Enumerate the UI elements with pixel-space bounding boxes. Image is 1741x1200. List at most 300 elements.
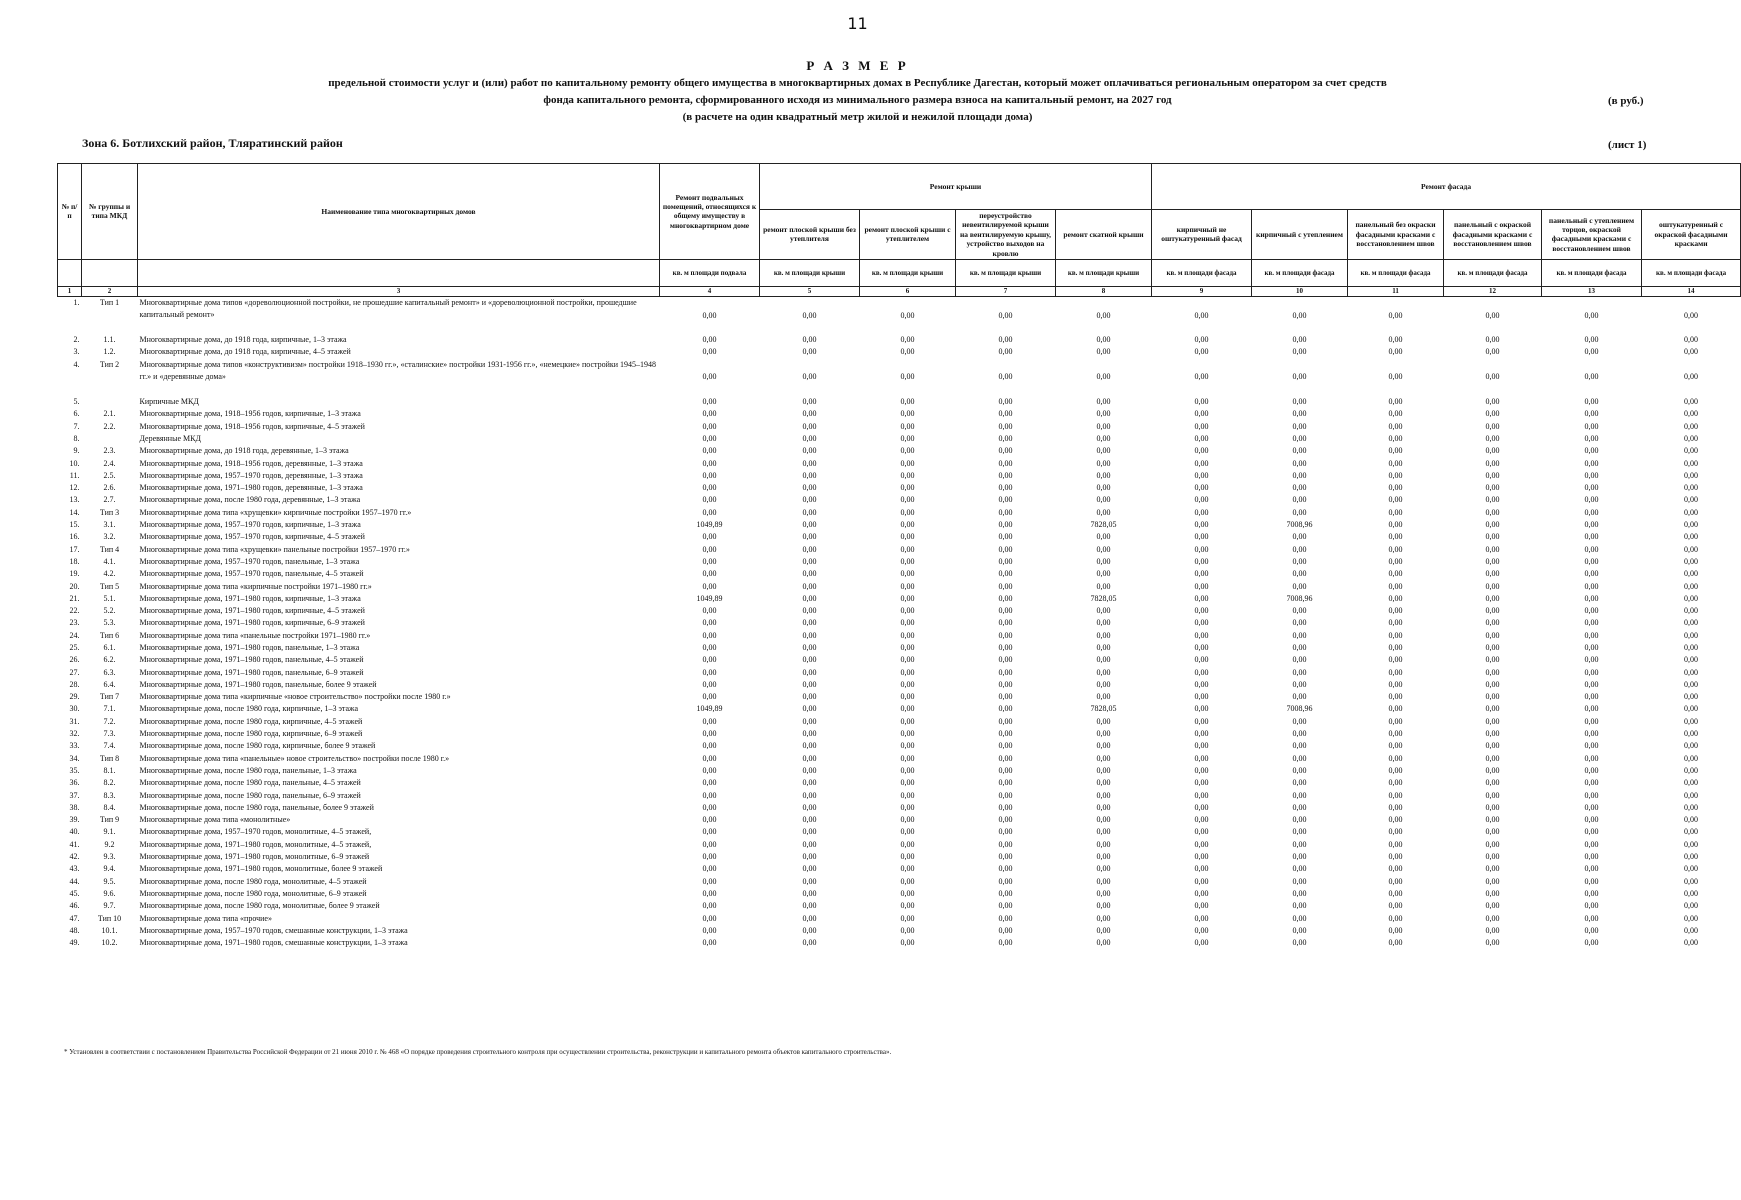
- row-group: [82, 433, 138, 445]
- value-cell: 0,00: [900, 815, 915, 825]
- header-c13: панельный с утеплением торцов, окраской фасадными красками с восстановлением швов: [1542, 210, 1642, 260]
- value-cell: 0,00: [1388, 913, 1403, 923]
- value-cell: 0,00: [802, 741, 817, 751]
- value-cell: 0,00: [1194, 913, 1209, 923]
- value-cell: 0,00: [1388, 421, 1403, 431]
- table-row: [58, 925, 1741, 937]
- value-cell: 0,00: [1485, 901, 1500, 911]
- value-cell: 0,00: [998, 520, 1013, 530]
- value-cell: 0,00: [702, 827, 717, 837]
- value-cell: 0,00: [1194, 593, 1209, 603]
- table-row: [58, 296, 1741, 322]
- value-cell: 0,00: [1485, 704, 1500, 714]
- row-group: 8.2.: [103, 778, 116, 788]
- value-cell: 0,00: [702, 925, 717, 935]
- row-number: 18.: [69, 556, 80, 566]
- value-cell: 0,00: [900, 483, 915, 493]
- table-row: [58, 482, 1741, 494]
- row-number: 38.: [69, 802, 80, 812]
- value-cell: 0,00: [1684, 347, 1699, 357]
- footnote: * Установлен в соответствии с постановлением Правительства Российской Федерации от 21 июня 2010 г. № 468 «О порядке проведения строительного контроля при осуществлении строительства, реконструкции и капитального ремонта объектов капитального строительства».: [64, 1048, 892, 1056]
- row-number: 15.: [69, 520, 80, 530]
- value-cell: 0,00: [998, 925, 1013, 935]
- value-cell: 0,00: [802, 409, 817, 419]
- value-cell: 0,00: [1292, 876, 1307, 886]
- value-cell: 0,00: [900, 765, 915, 775]
- value-cell: 0,00: [1485, 581, 1500, 591]
- value-cell: 0,00: [998, 888, 1013, 898]
- row-name: Многоквартирные дома, 1971–1980 годов, кирпичные, 4–5 этажей: [139, 606, 365, 616]
- spacer-cell: [58, 322, 1741, 334]
- value-cell: 0,00: [998, 643, 1013, 652]
- value-cell: 0,00: [1388, 901, 1403, 911]
- value-cell: 0,00: [1194, 901, 1209, 911]
- unit-cell: кв. м площади фасада: [1348, 259, 1444, 286]
- value-cell: 0,00: [998, 765, 1013, 775]
- value-cell: 0,00: [802, 446, 817, 456]
- value-cell: 0,00: [1485, 593, 1500, 603]
- value-cell: 0,00: [900, 507, 915, 517]
- value-cell: 0,00: [1388, 716, 1403, 726]
- value-cell: 0,00: [1584, 409, 1599, 419]
- value-cell: 0,00: [1584, 729, 1599, 739]
- value-cell: 0,00: [1096, 544, 1111, 554]
- value-cell: 0,00: [1584, 704, 1599, 714]
- value-cell: 0,00: [802, 470, 817, 480]
- value-cell: 0,00: [1096, 310, 1111, 320]
- value-cell: 0,00: [1096, 335, 1111, 345]
- row-number: 9.: [73, 446, 80, 456]
- row-group: 7.3.: [103, 729, 116, 739]
- value-cell: 0,00: [998, 630, 1013, 640]
- unit-cell: кв. м площади фасада: [1642, 259, 1741, 286]
- value-cell: 0,00: [1684, 655, 1699, 665]
- row-group: 9.6.: [103, 888, 116, 898]
- value-cell: 0,00: [1292, 643, 1307, 652]
- row-group: 7.4.: [103, 741, 116, 751]
- row-group: Тип 4: [99, 544, 120, 554]
- value-cell: 0,00: [1485, 790, 1500, 800]
- value-cell: 0,00: [998, 827, 1013, 837]
- value-cell: 0,00: [998, 753, 1013, 763]
- value-cell: 0,00: [1684, 643, 1699, 652]
- row-name: Многоквартирные дома, после 1980 года, монолитные, более 9 этажей: [139, 901, 380, 911]
- value-cell: 0,00: [1292, 421, 1307, 431]
- table-row: [58, 470, 1741, 482]
- row-group: 6.2.: [103, 655, 116, 665]
- header-c7: переустройство невентилируемой крыши на вентилируемую крышу, устройство выходов на кровлю: [956, 210, 1056, 260]
- value-cell: 0,00: [1485, 888, 1500, 898]
- value-cell: 0,00: [702, 765, 717, 775]
- value-cell: 0,00: [1684, 790, 1699, 800]
- value-cell: 0,00: [900, 778, 915, 788]
- value-cell: 0,00: [1096, 839, 1111, 849]
- row-name: Многоквартирные дома, после 1980 года, монолитные, 4–5 этажей: [139, 876, 367, 886]
- value-cell: 0,00: [1292, 753, 1307, 763]
- value-cell: 0,00: [1194, 765, 1209, 775]
- value-cell: 0,00: [1292, 618, 1307, 628]
- row-group: Тип 1: [99, 297, 120, 307]
- value-cell: 0,00: [1584, 643, 1599, 652]
- table-row: [58, 667, 1741, 679]
- column-number: 8: [1056, 286, 1152, 296]
- value-cell: 0,00: [1485, 397, 1500, 407]
- value-cell: 0,00: [1584, 765, 1599, 775]
- value-cell: 0,00: [702, 643, 717, 652]
- value-cell: 0,00: [1292, 556, 1307, 566]
- value-cell: 0,00: [900, 581, 915, 591]
- value-cell: 0,00: [998, 606, 1013, 616]
- value-cell: 0,00: [802, 606, 817, 616]
- row-group: Тип 8: [99, 753, 120, 763]
- value-cell: 0,00: [900, 630, 915, 640]
- value-cell: 0,00: [900, 606, 915, 616]
- table-row: [58, 876, 1741, 888]
- value-cell: 0,00: [1584, 310, 1599, 320]
- row-name: Кирпичные МКД: [139, 397, 199, 407]
- row-number: 31.: [69, 716, 80, 726]
- value-cell: 0,00: [1485, 507, 1500, 517]
- row-name: Многоквартирные дома, после 1980 года, панельные, 1–3 этажа: [139, 765, 357, 775]
- value-cell: 0,00: [702, 938, 717, 948]
- column-number: 3: [138, 286, 660, 296]
- value-cell: 0,00: [802, 532, 817, 542]
- value-cell: 0,00: [802, 679, 817, 689]
- header-c6: ремонт плоской крыши с утеплителем: [860, 210, 956, 260]
- value-cell: 0,00: [1096, 409, 1111, 419]
- value-cell: 0,00: [1096, 618, 1111, 628]
- value-cell: 0,00: [1684, 520, 1699, 530]
- value-cell: 0,00: [702, 876, 717, 886]
- row-group: 2.7.: [103, 495, 116, 505]
- value-cell: 0,00: [1684, 544, 1699, 554]
- value-cell: 0,00: [1194, 790, 1209, 800]
- row-name: Многоквартирные дома, 1957–1970 годов, монолитные, 4–5 этажей,: [139, 827, 372, 837]
- value-cell: 0,00: [1194, 409, 1209, 419]
- value-cell: 0,00: [900, 704, 915, 714]
- row-number: 45.: [69, 888, 80, 898]
- value-cell: 0,00: [1485, 532, 1500, 542]
- value-cell: 0,00: [702, 729, 717, 739]
- value-cell: 0,00: [900, 532, 915, 542]
- row-name: Многоквартирные дома, 1957–1970 годов, деревянные, 1–3 этажа: [139, 470, 363, 480]
- value-cell: 0,00: [1096, 556, 1111, 566]
- value-cell: 0,00: [1584, 507, 1599, 517]
- row-number: 5.: [73, 397, 80, 407]
- unit-empty: [82, 259, 138, 286]
- unit-cell: кв. м площади подвала: [660, 259, 760, 286]
- row-number: 46.: [69, 901, 80, 911]
- row-group: 4.2.: [103, 569, 116, 579]
- value-cell: 0,00: [702, 790, 717, 800]
- value-cell: 0,00: [702, 852, 717, 862]
- value-cell: 0,00: [1684, 397, 1699, 407]
- table-row: [58, 458, 1741, 470]
- value-cell: 0,00: [1194, 704, 1209, 714]
- value-cell: 0,00: [1194, 606, 1209, 616]
- row-group: 2.6.: [103, 483, 116, 493]
- value-cell: 0,00: [1388, 802, 1403, 812]
- value-cell: 0,00: [900, 938, 915, 948]
- value-cell: 0,00: [1684, 827, 1699, 837]
- unit-cell: кв. м площади крыши: [1056, 259, 1152, 286]
- value-cell: 0,00: [1584, 876, 1599, 886]
- value-cell: 0,00: [1485, 606, 1500, 616]
- value-cell: 0,00: [1684, 753, 1699, 763]
- row-group: 10.1.: [101, 925, 118, 935]
- value-cell: 0,00: [1292, 925, 1307, 935]
- value-cell: 0,00: [1194, 753, 1209, 763]
- value-cell: 0,00: [1096, 925, 1111, 935]
- row-name: Многоквартирные дома типа «хрущевки» кирпичные постройки 1957–1970 гг.»: [139, 507, 412, 517]
- value-cell: 0,00: [998, 397, 1013, 407]
- value-cell: 0,00: [802, 630, 817, 640]
- value-cell: 0,00: [1292, 655, 1307, 665]
- value-cell: 0,00: [1684, 606, 1699, 616]
- value-cell: 0,00: [998, 593, 1013, 603]
- value-cell: 0,00: [1194, 925, 1209, 935]
- header-facade-group: Ремонт фасада: [1152, 164, 1741, 210]
- value-cell: 0,00: [1292, 409, 1307, 419]
- table-row: [58, 556, 1741, 568]
- unit-cell: кв. м площади крыши: [956, 259, 1056, 286]
- value-cell: 0,00: [998, 446, 1013, 456]
- value-cell: 0,00: [1584, 938, 1599, 948]
- value-cell: 0,00: [702, 753, 717, 763]
- value-cell: 0,00: [702, 421, 717, 431]
- value-cell: 0,00: [1194, 421, 1209, 431]
- value-cell: 0,00: [998, 544, 1013, 554]
- value-cell: 0,00: [998, 483, 1013, 493]
- value-cell: 0,00: [1584, 925, 1599, 935]
- value-cell: 0,00: [1485, 569, 1500, 579]
- row-name: Многоквартирные дома, 1971–1980 годов, деревянные, 1–3 этажа: [139, 483, 363, 493]
- table-row: [58, 839, 1741, 851]
- value-cell: 0,00: [1194, 458, 1209, 468]
- value-cell: 0,00: [1684, 630, 1699, 640]
- value-cell: 0,00: [998, 913, 1013, 923]
- table-row: [58, 863, 1741, 875]
- value-cell: 0,00: [900, 655, 915, 665]
- table-row: [58, 433, 1741, 445]
- value-cell: 0,00: [802, 507, 817, 517]
- value-cell: 0,00: [1485, 741, 1500, 751]
- row-number: 28.: [69, 679, 80, 689]
- table-row: [58, 913, 1741, 925]
- table-row: [58, 642, 1741, 654]
- row-number: 24.: [69, 630, 80, 640]
- value-cell: 0,00: [1684, 446, 1699, 456]
- row-group: 9.4.: [103, 864, 116, 874]
- row-name: Многоквартирные дома, после 1980 года, панельные, более 9 этажей: [139, 802, 374, 812]
- row-name: Многоквартирные дома, 1957–1970 годов, панельные, 1–3 этажа: [139, 556, 360, 566]
- value-cell: 0,00: [802, 520, 817, 530]
- column-number: 1: [58, 286, 82, 296]
- value-cell: 0,00: [900, 372, 915, 382]
- table-row: [58, 408, 1741, 420]
- value-cell: 0,00: [1584, 421, 1599, 431]
- value-cell: 0,00: [702, 556, 717, 566]
- value-cell: 0,00: [1194, 532, 1209, 542]
- table-row: [58, 384, 1741, 396]
- value-cell: 0,00: [998, 618, 1013, 628]
- value-cell: 0,00: [1584, 802, 1599, 812]
- value-cell: 0,00: [1684, 888, 1699, 898]
- value-cell: 0,00: [1684, 938, 1699, 948]
- value-cell: 0,00: [1194, 483, 1209, 493]
- value-cell: 0,00: [1485, 433, 1500, 443]
- value-cell: 0,00: [900, 864, 915, 874]
- value-cell: 0,00: [702, 618, 717, 628]
- value-cell: 0,00: [702, 741, 717, 751]
- value-cell: 0,00: [1388, 433, 1403, 443]
- column-number: 5: [760, 286, 860, 296]
- row-name: Многоквартирные дома, 1971–1980 годов, кирпичные, 1–3 этажа: [139, 593, 361, 603]
- value-cell: 0,00: [1292, 679, 1307, 689]
- value-cell: 0,00: [998, 729, 1013, 739]
- value-cell: 0,00: [1292, 839, 1307, 849]
- value-cell: 0,00: [1194, 679, 1209, 689]
- value-cell: 0,00: [702, 569, 717, 579]
- value-cell: 0,00: [1388, 704, 1403, 714]
- value-cell: 0,00: [1684, 876, 1699, 886]
- value-cell: 0,00: [802, 655, 817, 665]
- value-cell: 0,00: [900, 544, 915, 554]
- value-cell: 0,00: [1194, 692, 1209, 702]
- value-cell: 0,00: [1684, 569, 1699, 579]
- value-cell: 0,00: [702, 310, 717, 320]
- column-number: 2: [82, 286, 138, 296]
- value-cell: 0,00: [1684, 864, 1699, 874]
- value-cell: 0,00: [802, 667, 817, 677]
- value-cell: 0,00: [1388, 876, 1403, 886]
- value-cell: 0,00: [1194, 716, 1209, 726]
- column-number: 11: [1348, 286, 1444, 296]
- value-cell: 0,00: [802, 876, 817, 886]
- value-cell: 0,00: [900, 569, 915, 579]
- row-number: 6.: [73, 409, 80, 419]
- value-cell: 0,00: [1584, 458, 1599, 468]
- row-name: Многоквартирные дома типа «хрущевки» панельные постройки 1957–1970 гг.»: [139, 544, 410, 554]
- row-name: Многоквартирные дома, после 1980 года, кирпичные, 1–3 этажа: [139, 704, 359, 714]
- unit-cell: кв. м площади фасада: [1542, 259, 1642, 286]
- value-cell: 0,00: [1194, 667, 1209, 677]
- value-cell: 0,00: [1485, 938, 1500, 948]
- value-cell: 0,00: [1388, 372, 1403, 382]
- row-number: 25.: [69, 643, 80, 652]
- value-cell: 0,00: [1292, 544, 1307, 554]
- value-cell: 0,00: [702, 470, 717, 480]
- value-cell: 0,00: [1584, 679, 1599, 689]
- row-group: 6.4.: [103, 679, 116, 689]
- value-cell: 0,00: [1485, 643, 1500, 652]
- value-cell: 0,00: [1485, 446, 1500, 456]
- value-cell: 0,00: [802, 839, 817, 849]
- row-group: Тип 9: [99, 815, 120, 825]
- value-cell: 0,00: [702, 397, 717, 407]
- spacer-cell: [58, 384, 1741, 396]
- value-cell: 0,00: [1684, 741, 1699, 751]
- value-cell: 0,00: [1485, 692, 1500, 702]
- value-cell: 0,00: [1194, 397, 1209, 407]
- value-cell: 0,00: [1684, 852, 1699, 862]
- table-row: [58, 568, 1741, 580]
- value-cell: 0,00: [1584, 532, 1599, 542]
- value-cell: 0,00: [1584, 827, 1599, 837]
- value-cell: 0,00: [702, 606, 717, 616]
- value-cell: 0,00: [1684, 729, 1699, 739]
- value-cell: 0,00: [802, 347, 817, 357]
- value-cell: 0,00: [998, 679, 1013, 689]
- row-number: 49.: [69, 938, 80, 948]
- value-cell: 0,00: [1292, 765, 1307, 775]
- value-cell: 0,00: [802, 802, 817, 812]
- value-cell: 0,00: [1194, 507, 1209, 517]
- row-number: 11.: [69, 470, 80, 480]
- value-cell: 0,00: [1485, 765, 1500, 775]
- value-cell: 0,00: [802, 397, 817, 407]
- value-cell: 0,00: [1292, 606, 1307, 616]
- table-row: [58, 531, 1741, 543]
- row-number: 12.: [69, 483, 80, 493]
- header-basement: Ремонт подвальных помещений, относящихся к общему имуществу в многоквартирном доме: [660, 164, 760, 260]
- value-cell: 0,00: [802, 372, 817, 382]
- value-cell: 0,00: [802, 569, 817, 579]
- value-cell: 0,00: [1584, 888, 1599, 898]
- value-cell: 0,00: [1388, 606, 1403, 616]
- unit-cell: кв. м площади фасада: [1152, 259, 1252, 286]
- row-number: 22.: [69, 606, 80, 616]
- value-cell: 0,00: [1584, 753, 1599, 763]
- row-name: Многоквартирные дома типов «конструктивизм» постройки 1918–1930 гг.», «сталинские» постройки 1931-1956 гг.», «немецкие» постройки 1945–1948 гг.» и «деревянные дома»: [139, 359, 657, 382]
- table-row: [58, 728, 1741, 740]
- value-cell: 0,00: [1194, 569, 1209, 579]
- value-cell: 0,00: [1096, 802, 1111, 812]
- value-cell: 0,00: [1096, 655, 1111, 665]
- value-cell: 0,00: [1292, 790, 1307, 800]
- value-cell: 0,00: [1096, 790, 1111, 800]
- value-cell: 0,00: [1388, 655, 1403, 665]
- value-cell: 0,00: [1388, 409, 1403, 419]
- value-cell: 0,00: [1584, 495, 1599, 505]
- value-cell: 7828,05: [1090, 593, 1117, 603]
- unit-cell: кв. м площади крыши: [860, 259, 956, 286]
- value-cell: 0,00: [1096, 765, 1111, 775]
- value-cell: 0,00: [1388, 520, 1403, 530]
- value-cell: 1049,89: [696, 520, 723, 530]
- value-cell: 0,00: [1584, 335, 1599, 345]
- row-name: Многоквартирные дома, до 1918 года, деревянные, 1–3 этажа: [139, 446, 349, 456]
- value-cell: 0,00: [1194, 433, 1209, 443]
- value-cell: 0,00: [1096, 888, 1111, 898]
- column-number-row: [58, 286, 1741, 296]
- value-cell: 0,00: [1194, 495, 1209, 505]
- value-cell: 0,00: [1584, 569, 1599, 579]
- value-cell: 0,00: [1292, 901, 1307, 911]
- row-group: 9.3.: [103, 852, 116, 862]
- value-cell: 0,00: [1096, 446, 1111, 456]
- value-cell: 0,00: [1388, 397, 1403, 407]
- value-cell: 0,00: [1194, 839, 1209, 849]
- row-name: Многоквартирные дома типа «монолитные»: [139, 815, 291, 825]
- value-cell: 0,00: [1684, 335, 1699, 345]
- value-cell: 0,00: [802, 544, 817, 554]
- value-cell: 0,00: [802, 495, 817, 505]
- value-cell: 0,00: [1194, 643, 1209, 652]
- header-c11: панельный без окраски фасадными красками с восстановлением швов: [1348, 210, 1444, 260]
- value-cell: 0,00: [1684, 581, 1699, 591]
- row-name: Многоквартирные дома, 1971–1980 годов, панельные, 4–5 этажей: [139, 655, 364, 665]
